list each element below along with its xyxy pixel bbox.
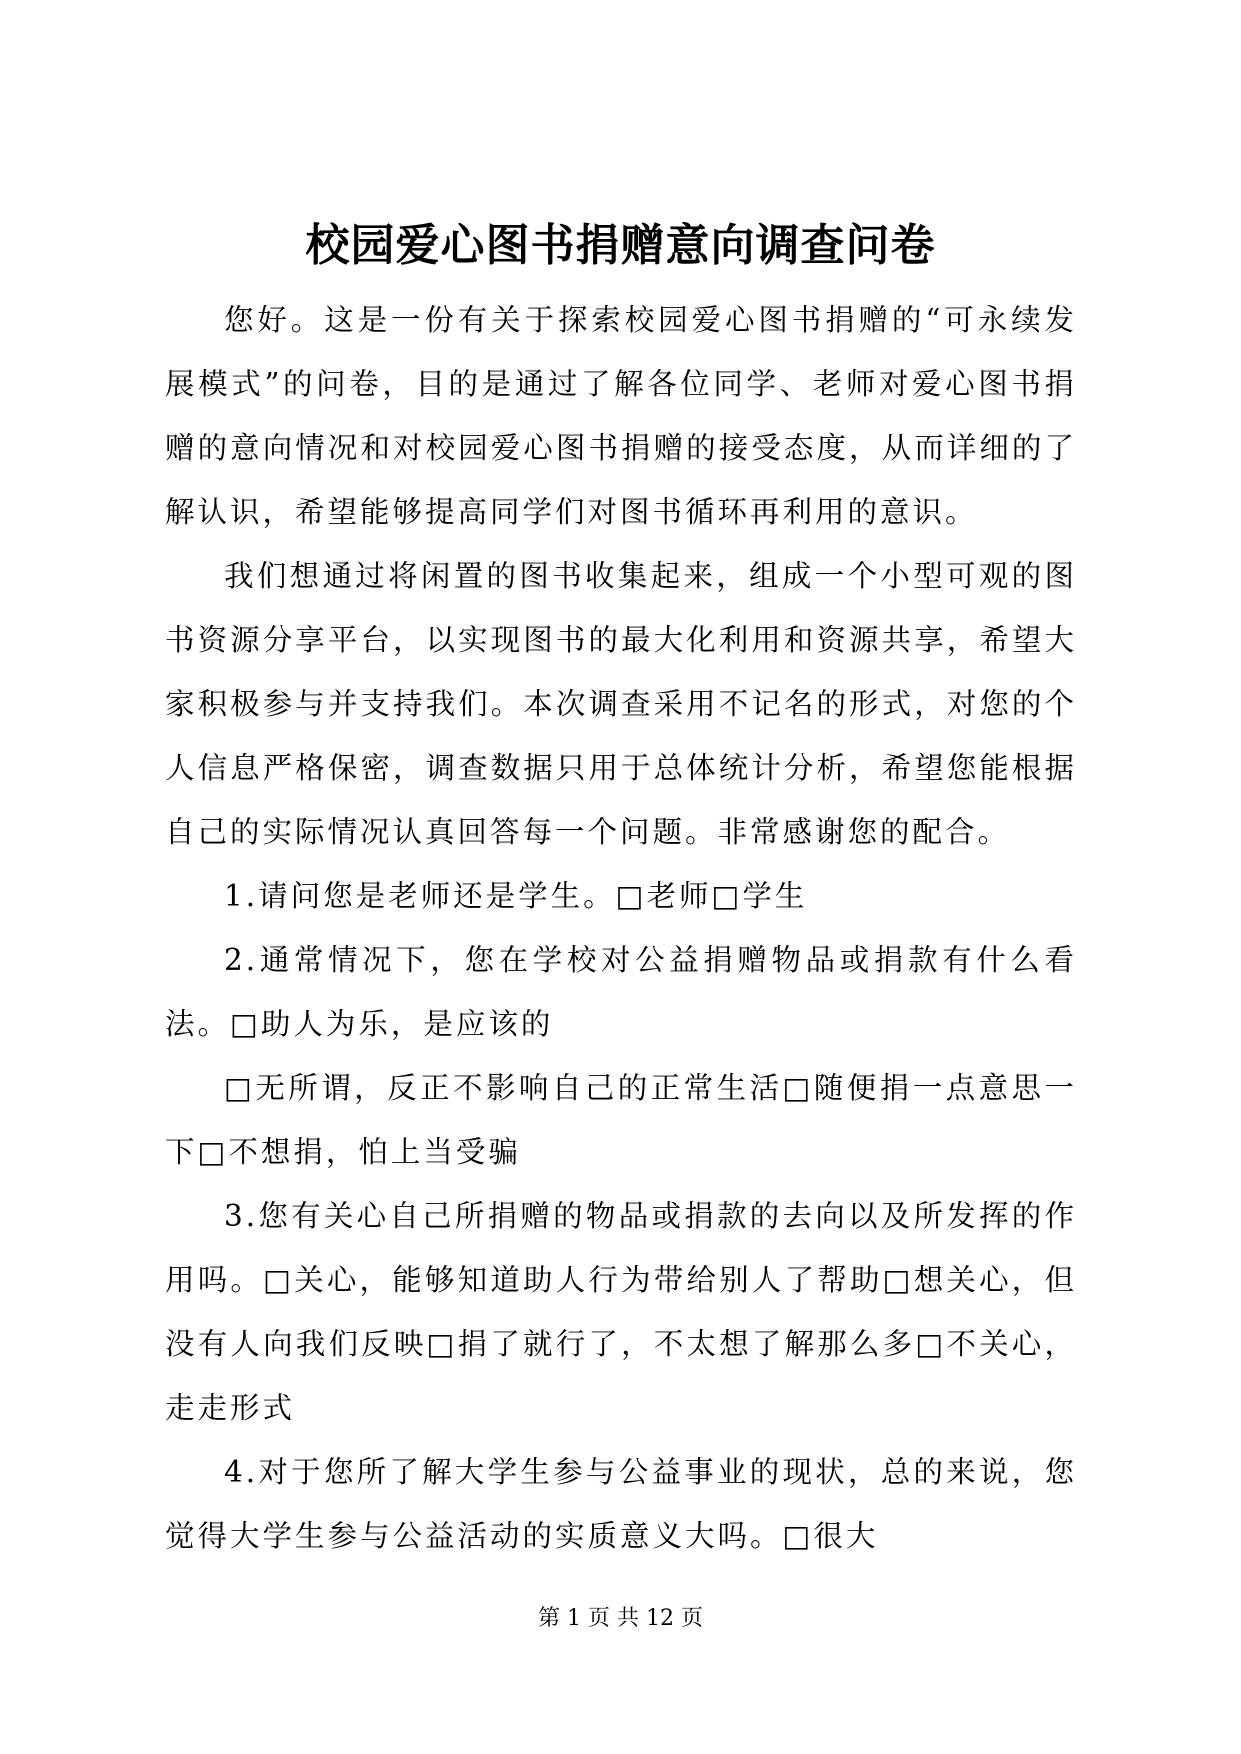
question-3: 3.您有关心自己所捐赠的物品或捐款的去向以及所发挥的作用吗。□关心，能够知道助人行为带给别人了帮助□想关心，但没有人向我们反映□捐了就行了，不太想了解那么多□不关心，走走形式 [165, 1199, 1077, 1425]
paragraph-purpose: 我们想通过将闲置的图书收集起来，组成一个小型可观的图书资源分享平台，以实现图书的最大化利用和资源共享，希望大家积极参与并支持我们。本次调查采用不记名的形式，对您的个人信息严格保密，调查数据只用于总体统计分析，希望您能根据自己的实际情况认真回答每一个问题。非常感谢您的配合。 [165, 559, 1077, 849]
document-body [165, 288, 1077, 1568]
paragraph-intro: 您好。这是一份有关于探索校园爱心图书捐赠的“可永续发展模式”的问卷，目的是通过了解各位同学、老师对爱心图书捐赠的意向情况和对校园爱心图书捐赠的接受态度，从而详细的了解认识，希望能够提高同学们对图书循环再利用的意识。 [165, 303, 1077, 529]
question-1: 1.请问您是老师还是学生。□老师□学生 [224, 879, 808, 913]
question-2: 2.通常情况下，您在学校对公益捐赠物品或捐款有什么看法。□助人为乐，是应该的 [165, 943, 1077, 1041]
page-number-footer: 第 1 页 共 12 页 [538, 1606, 703, 1631]
document-title: 校园爱心图书捐赠意向调查问卷 [305, 220, 936, 271]
question-4: 4.对于您所了解大学生参与公益事业的现状，总的来说，您觉得大学生参与公益活动的实质意义大吗。□很大 [165, 1455, 1077, 1553]
question-2-options: □无所谓，反正不影响自己的正常生活□随便捐一点意思一下□不想捐，怕上当受骗 [165, 1071, 1077, 1169]
